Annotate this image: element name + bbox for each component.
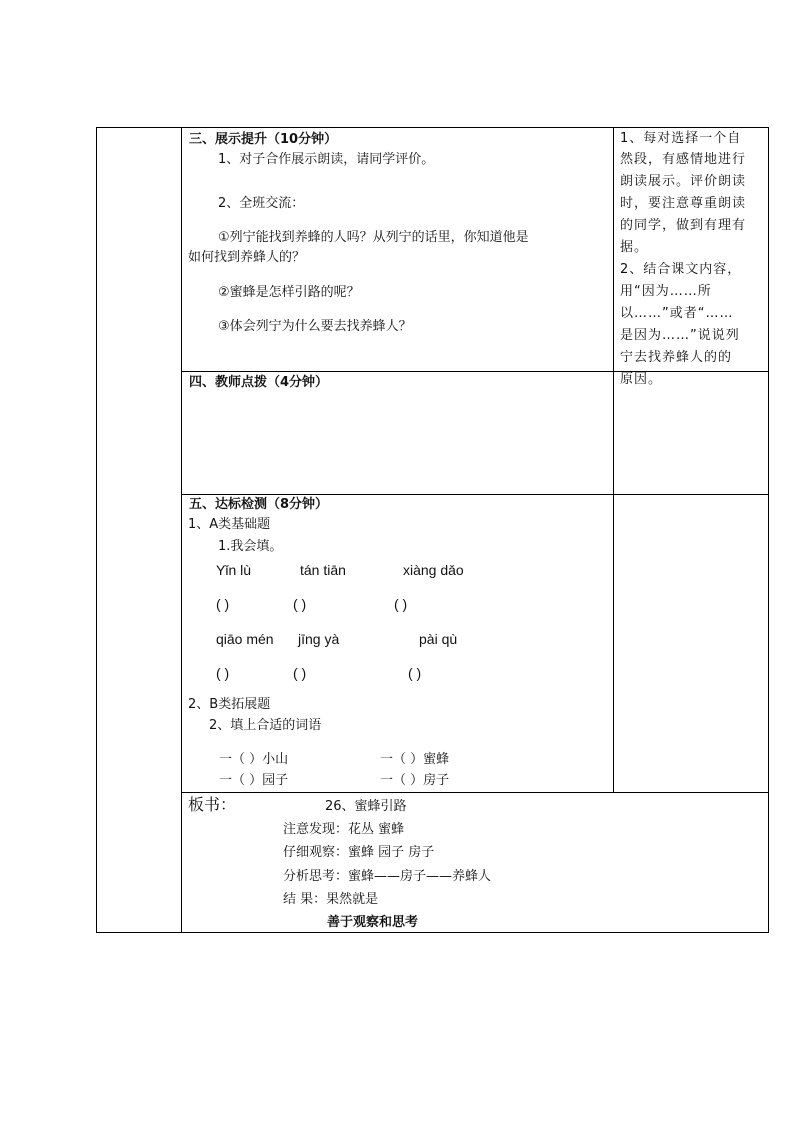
section5-part-a: 1、A类基础题 (188, 517, 271, 532)
section3-heading: 三、展示提升（10分钟） (189, 132, 338, 147)
section5-part-b: 2、B类拓展题 (188, 697, 271, 712)
board-conclusion: 善于观察和思考 (327, 915, 419, 930)
note-line: 朗读展示。评价朗读 (620, 174, 747, 189)
fill-in-phrase: 一（ ）小山 (219, 752, 289, 767)
section4-heading: 四、教师点拨（4分钟） (189, 375, 329, 390)
pinyin-word: pài qù (419, 631, 458, 647)
answer-blank: ( ) (408, 665, 422, 681)
section3-question2: ②蜜蜂是怎样引路的呢？ (218, 285, 360, 300)
pinyin-word: tán tiān (300, 562, 346, 578)
answer-blank: ( ) (394, 596, 408, 612)
row-divider-3 (181, 792, 768, 793)
board-label: 板书： (188, 795, 237, 814)
pinyin-word: Yǐn lù (216, 562, 252, 578)
board-title: 26、蜜蜂引路 (325, 799, 407, 814)
section3-question1-line2: 如何找到养蜂人的？ (188, 250, 306, 265)
row-divider-2 (181, 494, 768, 495)
note-line: 用“因为……所 (620, 284, 712, 299)
section5-part-a-task: 1.我会填。 (218, 539, 283, 554)
fill-in-phrase: 一（ ）蜜蜂 (380, 752, 450, 767)
section3-question1-line1: ①列宁能找到养蜂的人吗？从列宁的话里，你知道他是 (218, 230, 529, 245)
column-divider-right (613, 128, 614, 793)
column-divider-left (181, 128, 182, 932)
fill-in-phrase: 一（ ）房子 (380, 773, 450, 788)
section3-item2: 2、全班交流： (218, 196, 305, 211)
board-row: 分析思考：蜜蜂——房子——养蜂人 (283, 869, 492, 884)
note-line: 1、每对选择一个自 (620, 131, 742, 146)
note-line: 原因。 (620, 372, 663, 387)
answer-blank: ( ) (216, 596, 230, 612)
note-line: 的同学，做到有理有 (620, 218, 747, 233)
row-divider-1 (181, 371, 768, 372)
pinyin-word: jīng yà (298, 631, 340, 647)
section5-heading: 五、达标检测（8分钟） (189, 497, 329, 512)
answer-blank: ( ) (293, 665, 307, 681)
answer-blank: ( ) (293, 596, 307, 612)
section5-part-b-task: 2、填上合适的词语 (209, 718, 322, 733)
note-line: 2、结合课文内容， (620, 262, 742, 277)
note-line: 以……”或者“…… (620, 306, 734, 321)
fill-in-phrase: 一（ ）园子 (219, 773, 289, 788)
answer-blank: ( ) (216, 665, 230, 681)
board-row: 仔细观察：蜜蜂 园子 房子 (283, 845, 435, 860)
note-line: 宁去找养蜂人的的 (620, 350, 733, 365)
note-line: 据。 (620, 240, 649, 255)
section3-item1: 1、对子合作展示朗读，请同学评价。 (218, 152, 435, 167)
note-line: 是因为……”说说列 (620, 328, 740, 343)
board-row: 结 果：果然就是 (283, 892, 379, 907)
board-row: 注意发现：花丛 蜜蜂 (283, 822, 405, 837)
pinyin-word: qiāo mén (216, 631, 274, 647)
note-line: 然段，有感情地进行 (620, 152, 747, 167)
pinyin-word: xiàng dǎo (403, 562, 464, 578)
note-line: 时，要注意尊重朗读 (620, 196, 747, 211)
section3-question3: ③体会列宁为什么要去找养蜂人？ (218, 319, 412, 334)
